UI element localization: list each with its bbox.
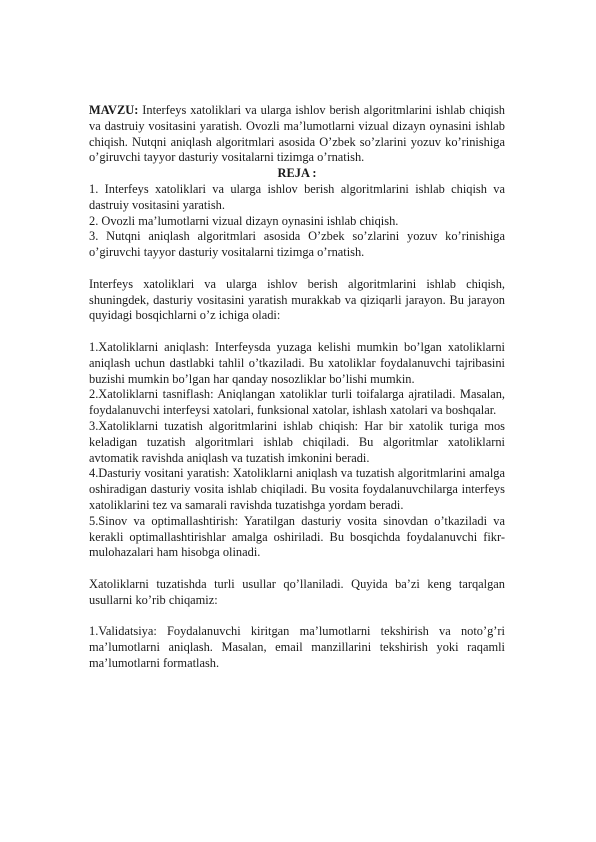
methods-intro-paragraph: Xatoliklarni tuzatishda turli usullar qo’llaniladi. Quyida ba’zi keng tarqalgan usullarni ko’rib chiqamiz: [89,576,505,607]
plan-item: 2. Ovozli ma’lumotlarni vizual dizayn oynasini ishlab chiqish. [89,213,399,228]
topic-label: MAVZU: [89,103,139,117]
stage-item: 3.Xatoliklarni tuzatish algoritmlarini ishlab chiqish: Har bir xatolik turiga mos keladigan tuzatish algoritmlari ishlab chiqiladi. Bu algoritmlar xatoliklarni avtomatik ravishda aniqlash va tuzatish imkonini beradi. [89,418,505,465]
document-page [89,103,505,672]
plan-heading: REJA : [277,166,317,181]
stage-item: 4.Dasturiy vositani yaratish: Xatoliklarni aniqlash va tuzatish algoritmlarini amalga oshiradigan dasturiy vosita ishlab chiqiladi. Bu vosita foydalanuvchilarga interfeys xatoliklarini tez va samarali ravishda tuzatishga yordam beradi. [89,466,505,512]
topic-paragraph [89,103,505,166]
stage-item: 1.Xatoliklarni aniqlash: Interfeysda yuzaga kelishi mumkin bo’lgan xatoliklarni aniqlash uchun dastlabki tahlil o’tkaziladi. Bu xatoliklar foydalanuvchi tajribasini buzishi mumkin bo’lgan har qanday nosozliklar bo’lishi mumkin. [89,339,505,386]
paragraph-spacer [89,609,505,625]
plan-item: 1. Interfeys xatoliklari va ularga ishlov berish algoritmlarini ishlab chiqish va dastruiy vositasini yaratish. [89,181,505,212]
intro-paragraph: Interfeys xatoliklari va ularga ishlov berish algoritmlarini ishlab chiqish, shuningdek, dasturiy vositasini yaratish murakkab va qiziqarli jarayon. Bu jarayon quyidagi bosqichlarni o’z ichiga oladi: [89,276,505,323]
stage-item: 2.Xatoliklarni tasniflash: Aniqlangan xatoliklar turli toifalarga ajratiladi. Masalan, foydalanuvchi interfeysi xatolari, funksional xatolar, ishlash xatolari va boshqalar. [89,387,505,418]
method-item: 1.Validatsiya: Foydalanuvchi kiritgan ma’lumotlarni tekshirish va noto’g’ri ma’lumotlarni aniqlash. Masalan, email manzillarini tekshirish yoki raqamli ma’lumotlarni formatlash. [89,624,505,670]
topic-text: Interfeys xatoliklari va ularga ishlov berish algoritmlarini ishlab chiqish va dastruiy vositasini yaratish. Ovozli ma’lumotlarni vizual dizayn oynasini ishlab chiqish. Nutqni aniqlash algoritmlari asosida O’zbek so’zlarini yozuv ko’rinishiga o’giruvchi tayyor dasturiy vositalarni tizimga o’rnatish. [89,103,505,165]
stage-item: 5.Sinov va optimallashtirish: Yaratilgan dasturiy vosita sinovdan o’tkaziladi va kerakli optimallashtirishlar amalga oshiriladi. Bu bosqichda foydalanuvchi fikr-mulohazalari ham hisobga olinadi. [89,513,505,560]
plan-item: 3. Nutqni aniqlash algoritmlari asosida O’zbek so’zlarini yozuv ko’rinishiga o’giruvchi tayyor dasturiy vositalarni tizimga o’rnatish. [89,229,505,260]
paragraph-spacer [89,561,505,577]
paragraph-spacer [89,324,505,340]
paragraph-spacer [89,261,505,277]
